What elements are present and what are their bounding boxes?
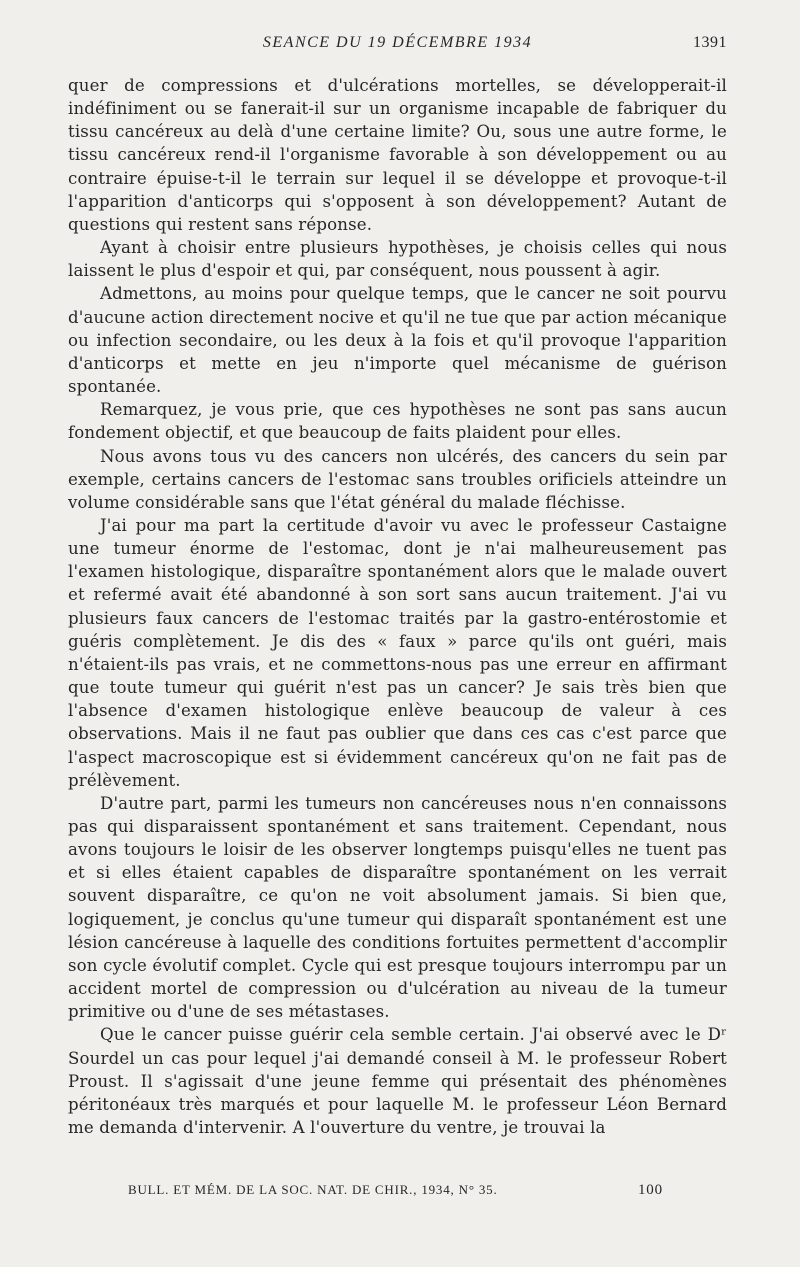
- paragraph: Que le cancer puisse guérir cela semble certain. J'ai observé avec le Dʳ Sourdel un cas pour lequel j'ai demandé conseil à M. le professeur Robert Proust. Il s'agissait d'une jeune femme qui présentait des phénomènes péritonéaux très marqués et pour laquelle M. le professeur Léon Bernard me demanda d'intervenir. A l'ouverture du ventre, je trouvai la: [68, 1025, 727, 1138]
- header-title: SEANCE DU 19 DÉCEMBRE 1934: [262, 34, 533, 51]
- paragraph: Remarquez, je vous prie, que ces hypothèses ne sont pas sans aucun fondement objectif, et que beaucoup de faits plaident pour elles.: [68, 400, 727, 443]
- paragraph: D'autre part, parmi les tumeurs non cancéreuses nous n'en connaissons pas qui disparaissent spontanément et sans traitement. Cependant, nous avons toujours le loisir de les observer longtemps puisqu'elles ne tuent pas et si elles étaient capables de disparaître spontanément on les verrait souvent disparaître, ce qu'on ne voit absolument jamais. Si bien que, logiquement, je conclus qu'une tumeur qui disparaît spontanément est une lésion cancéreuse à laquelle des conditions fortuites permettent d'accomplir son cycle évolutif complet. Cycle qui est presque toujours interrompu par un accident mortel de compression ou d'ulcération au niveau de la tumeur primitive ou d'une de ses métastases.: [68, 793, 727, 1022]
- running-header: [68, 34, 727, 58]
- paragraph: quer de compressions et d'ulcérations mortelles, se développerait-il indéfiniment ou se fanerait-il sur un organisme incapable de fabriquer du tissu cancéreux au delà d'une certaine limite? Ou, sous une autre forme, le tissu cancéreux rend-il l'organisme favorable à son développement ou au contraire épuise-t-il le terrain sur lequel il se développe et provoque-t-il l'apparition d'anticorps qui s'opposent à son développement? Autant de questions qui restent sans réponse.: [68, 76, 727, 234]
- journal-citation: BULL. ET MÉM. DE LA SOC. NAT. DE CHIR., 1934, N° 35.: [128, 1182, 498, 1197]
- paragraph: Admettons, au moins pour quelque temps, que le cancer ne soit pourvu d'aucune action directement nocive et qu'il ne tue que par action mécanique ou infection secondaire, ou les deux à la fois et qu'il provoque l'apparition d'anticorps et mette en jeu n'importe quel mécanisme de guérison spontanée.: [68, 284, 727, 397]
- page-number: 1391: [693, 34, 727, 51]
- paragraph: J'ai pour ma part la certitude d'avoir vu avec le professeur Castaigne une tumeur énorme de l'estomac, dont je n'ai malheureusement pas l'examen histologique, disparaître spontanément alors que le malade ouvert et refermé avait été abandonné à son sort sans aucun traitement. J'ai vu plusieurs faux cancers de l'estomac traités par la gastro-entérostomie et guéris complètement. Je dis des « faux » parce qu'ils ont guéri, mais n'étaient-ils pas vrais, et ne commettons-nous pas une erreur en affirmant que toute tumeur qui guérit n'est pas un cancer? Je sais très bien que l'absence d'examen histologique enlève beaucoup de valeur à ces observations. Mais il ne faut pas oublier que dans ces cas c'est parce que l'aspect macroscopique est si évidemment cancéreux qu'on ne fait pas de prélèvement.: [68, 515, 727, 790]
- paragraph: Nous avons tous vu des cancers non ulcérés, des cancers du sein par exemple, certains cancers de l'estomac sans troubles orificiels atteindre un volume considérable sans que l'état général du malade fléchisse.: [68, 446, 727, 512]
- article-body: [68, 74, 727, 1139]
- sheet-number: 100: [638, 1182, 663, 1198]
- paragraph: Ayant à choisir entre plusieurs hypothèses, je choisis celles qui nous laissent le plus d'espoir et qui, par conséquent, nous poussent à agir.: [68, 238, 727, 281]
